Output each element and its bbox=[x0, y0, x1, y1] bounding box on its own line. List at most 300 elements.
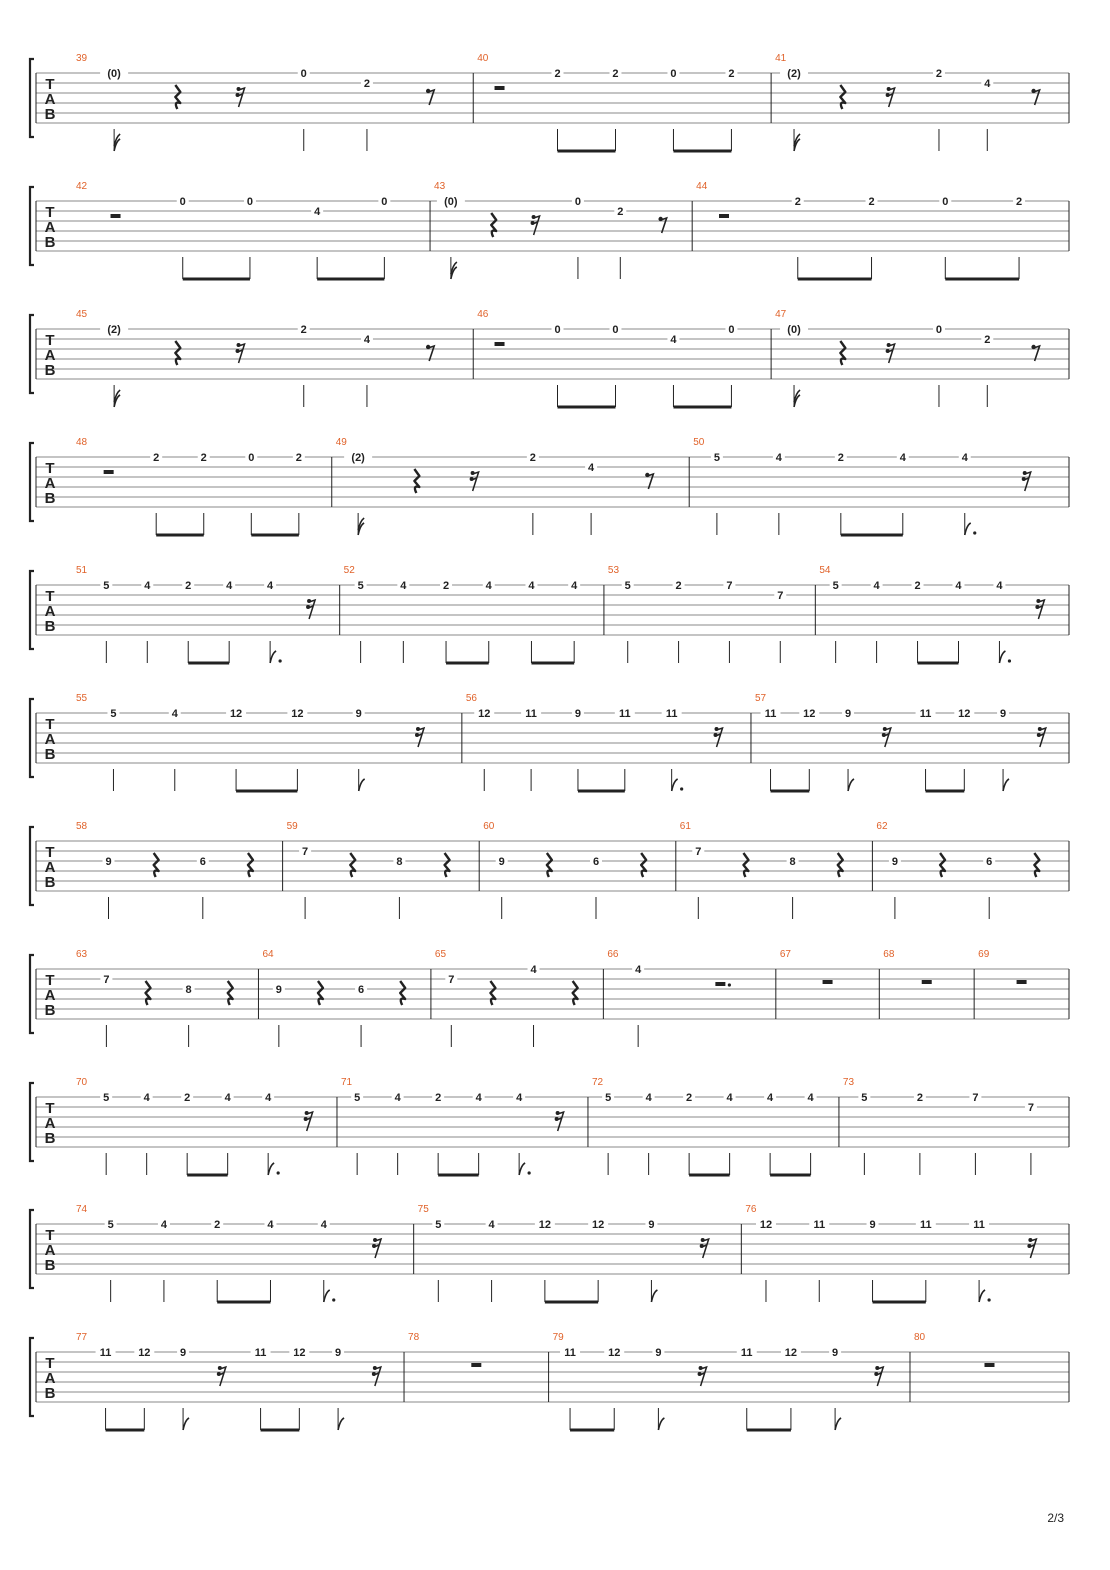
fret-number: 4 bbox=[899, 452, 906, 464]
fret-number: 11 bbox=[813, 1219, 826, 1231]
rest-bar bbox=[111, 214, 121, 218]
measure-77 bbox=[76, 1332, 404, 1430]
measure-number: 47 bbox=[775, 309, 787, 320]
measure-72 bbox=[592, 1077, 839, 1175]
fret-number: 9 bbox=[355, 708, 362, 720]
rest-half bbox=[111, 214, 121, 218]
rest-16th bbox=[415, 727, 424, 747]
fret-number: 7 bbox=[302, 846, 309, 858]
quarter-rest-shape bbox=[175, 341, 180, 365]
system-10 bbox=[30, 1204, 1069, 1302]
measure-62 bbox=[876, 821, 1069, 919]
fret-number: 0 bbox=[935, 324, 943, 336]
fret-number: 0 bbox=[942, 196, 949, 208]
measure-number: 43 bbox=[434, 181, 446, 192]
measure-56 bbox=[466, 693, 751, 791]
fret-number: 2 bbox=[868, 196, 875, 208]
rest-dot bbox=[728, 983, 731, 986]
rest-16th bbox=[236, 343, 245, 363]
fret-number: 0 bbox=[300, 68, 307, 80]
fret-number: 5 bbox=[832, 580, 839, 592]
fret-number: 4 bbox=[873, 580, 880, 592]
measure-63 bbox=[76, 949, 258, 1047]
fret-number: 11 bbox=[919, 1219, 932, 1231]
quarter-rest-shape bbox=[840, 85, 845, 109]
fret-number: 12 bbox=[293, 1347, 306, 1359]
fret-number: 4 bbox=[488, 1219, 495, 1231]
fret-number: 5 bbox=[861, 1092, 868, 1104]
measure-number: 46 bbox=[477, 309, 489, 320]
fret-number: 4 bbox=[160, 1219, 167, 1231]
fret-number: 8 bbox=[185, 984, 192, 996]
fret-number: 4 bbox=[767, 1092, 774, 1104]
system-2 bbox=[30, 181, 1069, 279]
measure-58 bbox=[76, 821, 283, 919]
measure-number: 58 bbox=[76, 821, 88, 832]
fret-number: 4 bbox=[530, 964, 537, 976]
note-dot bbox=[680, 787, 683, 790]
rest-quarter bbox=[490, 981, 495, 1005]
measure-47 bbox=[775, 309, 1069, 407]
rest-whole bbox=[984, 1363, 994, 1367]
fret-number: 12 bbox=[138, 1347, 151, 1359]
system-bracket bbox=[30, 315, 34, 393]
fret-number: 0 bbox=[381, 196, 388, 208]
fret-number: 4 bbox=[485, 580, 492, 592]
system-7 bbox=[30, 821, 1069, 919]
measure-number: 61 bbox=[679, 821, 691, 832]
tab-clef-letter: B bbox=[44, 874, 56, 891]
rest-bar bbox=[922, 980, 932, 984]
fret-number: 4 bbox=[775, 452, 782, 464]
fret-number: 4 bbox=[320, 1219, 327, 1231]
rest-whole bbox=[471, 1363, 481, 1367]
fret-number: 4 bbox=[265, 1092, 272, 1104]
fret-number: 2 bbox=[837, 452, 844, 464]
fret-number: 12 bbox=[784, 1347, 798, 1359]
fret-number: 5 bbox=[357, 580, 364, 592]
measure-number: 65 bbox=[434, 949, 447, 960]
tab-clef-letter: T bbox=[45, 844, 55, 861]
fret-number: 0 bbox=[179, 196, 186, 208]
rest-quarter bbox=[228, 981, 233, 1005]
tab-clef-letter: B bbox=[44, 1002, 56, 1019]
fret-number: 4 bbox=[961, 452, 968, 464]
fret-number: 0 bbox=[248, 452, 255, 464]
rest-quarter bbox=[350, 853, 355, 877]
fret-number: 2 bbox=[914, 580, 921, 592]
fret-number: 9 bbox=[105, 856, 112, 868]
system-bracket bbox=[30, 1210, 34, 1288]
rest-quarter bbox=[318, 981, 323, 1005]
rest-quarter bbox=[400, 981, 405, 1005]
rest-quarter bbox=[573, 981, 578, 1005]
measure-number: 51 bbox=[76, 565, 88, 576]
note-dot bbox=[332, 1298, 335, 1301]
measure-number: 59 bbox=[286, 821, 298, 832]
measure-66 bbox=[607, 949, 775, 1047]
measure-41 bbox=[775, 53, 1069, 151]
quarter-rest-shape bbox=[940, 853, 945, 877]
quarter-rest-shape bbox=[175, 85, 180, 109]
fret-number: 2 bbox=[984, 334, 991, 346]
fret-number: 9 bbox=[275, 984, 282, 996]
fret-number: 11 bbox=[665, 708, 678, 720]
fret-number: 5 bbox=[103, 580, 110, 592]
fret-number: 7 bbox=[777, 590, 784, 602]
system-bracket bbox=[30, 1083, 34, 1161]
fret-number: 4 bbox=[394, 1092, 401, 1104]
rest-whole bbox=[1017, 980, 1027, 984]
system-bracket bbox=[30, 187, 34, 265]
tab-clef-letter: A bbox=[44, 1370, 56, 1387]
measure-42 bbox=[76, 181, 430, 279]
rest-16th bbox=[1022, 471, 1031, 491]
rest-quarter bbox=[445, 853, 450, 877]
fret-number: 12 bbox=[478, 708, 491, 720]
note-dot bbox=[528, 1171, 531, 1174]
fret-number: 6 bbox=[592, 856, 600, 868]
rest-bar bbox=[715, 982, 725, 986]
rest-quarter bbox=[248, 853, 253, 877]
tab-clef-letter: T bbox=[45, 460, 55, 477]
measure-number: 63 bbox=[76, 949, 88, 960]
fret-number: 4 bbox=[726, 1092, 733, 1104]
quarter-rest-shape bbox=[400, 981, 405, 1005]
measure-57 bbox=[755, 693, 1069, 791]
note-flag bbox=[999, 651, 1005, 663]
system-9 bbox=[30, 1077, 1069, 1175]
quarter-rest-shape bbox=[743, 853, 748, 877]
fret-number: (2) bbox=[787, 68, 801, 80]
fret-number: 0 bbox=[670, 68, 677, 80]
tab-clef-letter: T bbox=[45, 972, 55, 989]
tab-clef-letter: A bbox=[44, 91, 56, 108]
measure-45 bbox=[76, 309, 473, 407]
rest-quarter bbox=[146, 981, 151, 1005]
fret-number: (0) bbox=[444, 196, 458, 208]
system-bracket bbox=[30, 1338, 34, 1416]
rest-16th bbox=[372, 1238, 381, 1258]
fret-number: 11 bbox=[254, 1347, 267, 1359]
fret-number: 4 bbox=[267, 580, 274, 592]
measure-number: 64 bbox=[262, 949, 274, 960]
fret-number: 0 bbox=[554, 324, 561, 336]
measure-74 bbox=[76, 1204, 414, 1302]
note-flag bbox=[651, 1290, 657, 1302]
fret-number: 2 bbox=[200, 452, 207, 464]
measure-number: 68 bbox=[883, 949, 895, 960]
tab-clef-letter: T bbox=[45, 204, 55, 221]
fret-number: 4 bbox=[516, 1092, 523, 1104]
note-flag bbox=[848, 779, 854, 791]
fret-number: 4 bbox=[224, 1092, 231, 1104]
measure-48 bbox=[76, 437, 332, 535]
fret-number: 4 bbox=[996, 580, 1003, 592]
measure-number: 48 bbox=[76, 437, 88, 448]
fret-number: 9 bbox=[180, 1347, 187, 1359]
system-3 bbox=[30, 309, 1069, 407]
fret-number: 2 bbox=[612, 68, 619, 80]
rest-16th bbox=[304, 1111, 313, 1131]
rest-quarter bbox=[840, 85, 845, 109]
measure-76 bbox=[745, 1204, 1069, 1302]
rest-quarter bbox=[414, 469, 419, 493]
fret-number: 12 bbox=[538, 1219, 551, 1231]
fret-number: 5 bbox=[624, 580, 631, 592]
system-bracket bbox=[30, 571, 34, 649]
fret-number: 6 bbox=[358, 984, 365, 996]
note-flag bbox=[324, 1290, 330, 1302]
fret-number: 11 bbox=[919, 708, 932, 720]
fret-number: 4 bbox=[267, 1219, 274, 1231]
tab-clef-letter: B bbox=[44, 490, 56, 507]
fret-number: 9 bbox=[648, 1219, 655, 1231]
page-number: 2/3 bbox=[1047, 1511, 1064, 1525]
measure-75 bbox=[418, 1204, 742, 1302]
rest-quarter bbox=[491, 213, 496, 237]
note-flag bbox=[965, 523, 971, 535]
note-dot bbox=[1008, 659, 1011, 662]
rest-quarter bbox=[641, 853, 646, 877]
fret-number: 9 bbox=[655, 1347, 662, 1359]
fret-number: 4 bbox=[955, 580, 962, 592]
fret-number: 2 bbox=[1015, 196, 1023, 208]
note-flag bbox=[672, 779, 678, 791]
rest-16th bbox=[874, 1366, 883, 1386]
fret-number: 7 bbox=[695, 846, 702, 858]
tab-clef-letter: T bbox=[45, 588, 55, 605]
rest-bar bbox=[719, 214, 729, 218]
measure-number: 45 bbox=[76, 309, 88, 320]
rest-quarter bbox=[838, 853, 843, 877]
measure-52 bbox=[344, 565, 604, 663]
rest-16th bbox=[886, 87, 895, 107]
measure-number: 79 bbox=[552, 1332, 564, 1343]
measure-73 bbox=[843, 1077, 1069, 1175]
tab-clef-letter: T bbox=[45, 1355, 55, 1372]
fret-number: (0) bbox=[787, 324, 801, 336]
fret-number: 9 bbox=[869, 1219, 876, 1231]
fret-number: 12 bbox=[592, 1219, 605, 1231]
fret-number: 7 bbox=[726, 580, 733, 592]
measure-number: 50 bbox=[693, 437, 705, 448]
rest-quarter bbox=[547, 853, 552, 877]
measure-number: 66 bbox=[607, 949, 619, 960]
fret-number: 4 bbox=[144, 580, 151, 592]
measure-number: 53 bbox=[607, 565, 620, 576]
fret-number: 9 bbox=[574, 708, 582, 720]
fret-number: 7 bbox=[103, 974, 110, 986]
fret-number: 2 bbox=[295, 452, 302, 464]
measure-number: 70 bbox=[76, 1077, 88, 1088]
note-flag bbox=[658, 1418, 664, 1430]
fret-number: 0 bbox=[728, 324, 735, 336]
fret-number: 0 bbox=[246, 196, 254, 208]
note-flag bbox=[519, 1163, 525, 1175]
tab-clef-letter: B bbox=[44, 106, 56, 123]
measure-number: 77 bbox=[76, 1332, 88, 1343]
quarter-rest-shape bbox=[547, 853, 552, 877]
measure-39 bbox=[76, 53, 473, 151]
measure-51 bbox=[76, 565, 340, 663]
measure-number: 49 bbox=[335, 437, 347, 448]
fret-number: 9 bbox=[999, 708, 1007, 720]
fret-number: 2 bbox=[935, 68, 943, 80]
tab-clef-letter: B bbox=[44, 1257, 56, 1274]
fret-number: 9 bbox=[844, 708, 852, 720]
tab-clef-letter: A bbox=[44, 1115, 56, 1132]
rest-16th bbox=[698, 1366, 707, 1386]
fret-number: 2 bbox=[916, 1092, 923, 1104]
system-4 bbox=[30, 437, 1069, 535]
rest-quarter bbox=[175, 341, 180, 365]
tab-clef-letter: T bbox=[45, 1100, 55, 1117]
measure-64 bbox=[262, 949, 430, 1047]
tab-clef-letter: A bbox=[44, 475, 56, 492]
measure-number: 44 bbox=[696, 181, 708, 192]
fret-number: 11 bbox=[764, 708, 777, 720]
note-flag bbox=[268, 1163, 274, 1175]
fret-number: 0 bbox=[574, 196, 582, 208]
note-flag bbox=[270, 651, 276, 663]
fret-number: 2 bbox=[153, 452, 160, 464]
rest-16th bbox=[1037, 727, 1046, 747]
fret-number: (2) bbox=[107, 324, 121, 336]
tab-clef-letter: A bbox=[44, 731, 56, 748]
fret-number: 4 bbox=[363, 334, 371, 346]
measure-number: 57 bbox=[754, 693, 767, 704]
fret-number: 7 bbox=[972, 1092, 979, 1104]
rest-16th bbox=[700, 1238, 709, 1258]
system-bracket bbox=[30, 955, 34, 1033]
measure-60 bbox=[483, 821, 676, 919]
rest-16th bbox=[714, 727, 723, 747]
tab-clef-letter: B bbox=[44, 618, 56, 635]
rest-16th bbox=[882, 727, 891, 747]
rest-bar bbox=[495, 342, 505, 346]
measure-number: 69 bbox=[978, 949, 990, 960]
tab-clef-letter: A bbox=[44, 347, 56, 364]
fret-number: 5 bbox=[713, 452, 720, 464]
fret-number: 11 bbox=[973, 1219, 985, 1231]
measure-65 bbox=[435, 949, 603, 1047]
measure-71 bbox=[341, 1077, 588, 1175]
quarter-rest-shape bbox=[350, 853, 355, 877]
rest-16th bbox=[555, 1111, 564, 1131]
rest-16th bbox=[306, 599, 315, 619]
measure-number: 80 bbox=[913, 1332, 926, 1343]
rest-bar bbox=[1017, 980, 1027, 984]
fret-number: 9 bbox=[335, 1347, 342, 1359]
rest-16th bbox=[1035, 599, 1044, 619]
note-flag bbox=[979, 1290, 985, 1302]
fret-number: 9 bbox=[832, 1347, 839, 1359]
note-dot bbox=[973, 531, 976, 534]
quarter-rest-shape bbox=[445, 853, 450, 877]
note-flag bbox=[359, 779, 365, 791]
quarter-rest-shape bbox=[146, 981, 151, 1005]
fret-number: 12 bbox=[803, 708, 816, 720]
rest-whole bbox=[922, 980, 932, 984]
measure-43 bbox=[434, 181, 692, 279]
fret-number: 5 bbox=[103, 1092, 110, 1104]
measure-number: 56 bbox=[465, 693, 477, 704]
tab-clef-letter: A bbox=[44, 219, 56, 236]
measure-number: 78 bbox=[408, 1332, 420, 1343]
system-5 bbox=[30, 565, 1069, 663]
tab-clef-letter: T bbox=[45, 716, 55, 733]
measure-number: 40 bbox=[477, 53, 489, 64]
measure-55 bbox=[76, 693, 462, 791]
tab-clef-letter: B bbox=[44, 1385, 56, 1402]
fret-number: 11 bbox=[618, 708, 631, 720]
rest-16th bbox=[217, 1366, 226, 1386]
measure-number: 52 bbox=[343, 565, 355, 576]
measure-number: 39 bbox=[76, 53, 88, 64]
fret-number: 12 bbox=[759, 1219, 773, 1231]
fret-number: 4 bbox=[171, 708, 178, 720]
fret-number: 12 bbox=[958, 708, 971, 720]
measure-number: 74 bbox=[76, 1204, 88, 1215]
fret-number: 9 bbox=[498, 856, 505, 868]
measure-70 bbox=[76, 1077, 337, 1175]
quarter-rest-shape bbox=[154, 853, 159, 877]
measure-number: 62 bbox=[876, 821, 888, 832]
tab-clef-letter: T bbox=[45, 1227, 55, 1244]
fret-number: 0 bbox=[612, 324, 619, 336]
measure-44 bbox=[696, 181, 1069, 279]
fret-number: 4 bbox=[226, 580, 233, 592]
note-dot bbox=[279, 659, 282, 662]
measure-number: 73 bbox=[842, 1077, 855, 1088]
tab-clef-letter: A bbox=[44, 859, 56, 876]
tab-clef-letter: B bbox=[44, 1130, 56, 1147]
measure-number: 75 bbox=[417, 1204, 429, 1215]
measure-53 bbox=[608, 565, 815, 663]
quarter-rest-shape bbox=[1034, 853, 1039, 877]
system-6 bbox=[30, 693, 1069, 791]
fret-number: 2 bbox=[184, 1092, 191, 1104]
fret-number: 6 bbox=[986, 856, 993, 868]
measure-79 bbox=[553, 1332, 910, 1430]
rest-quarter bbox=[743, 853, 748, 877]
fret-number: 2 bbox=[728, 68, 735, 80]
rest-bar bbox=[984, 1363, 994, 1367]
measure-number: 41 bbox=[775, 53, 787, 64]
fret-number: 9 bbox=[891, 856, 898, 868]
measure-49 bbox=[336, 437, 689, 535]
fret-number: 11 bbox=[99, 1347, 112, 1359]
measure-number: 42 bbox=[76, 181, 88, 192]
tab-clef-letter: B bbox=[44, 234, 56, 251]
note-dot bbox=[987, 1298, 990, 1301]
rest-bar bbox=[471, 1363, 481, 1367]
tab-clef-letter: A bbox=[44, 603, 56, 620]
rest-16th bbox=[1027, 1238, 1036, 1258]
measure-46 bbox=[477, 309, 771, 407]
measure-54 bbox=[819, 565, 1069, 663]
tab-clef-letter: B bbox=[44, 362, 56, 379]
rest-16th bbox=[470, 471, 479, 491]
measure-50 bbox=[693, 437, 1069, 535]
fret-number: 2 bbox=[554, 68, 561, 80]
fret-number: 4 bbox=[475, 1092, 482, 1104]
note-flag bbox=[183, 1418, 189, 1430]
rest-16th bbox=[372, 1366, 381, 1386]
quarter-rest-shape bbox=[641, 853, 646, 877]
rest-16th bbox=[236, 87, 245, 107]
